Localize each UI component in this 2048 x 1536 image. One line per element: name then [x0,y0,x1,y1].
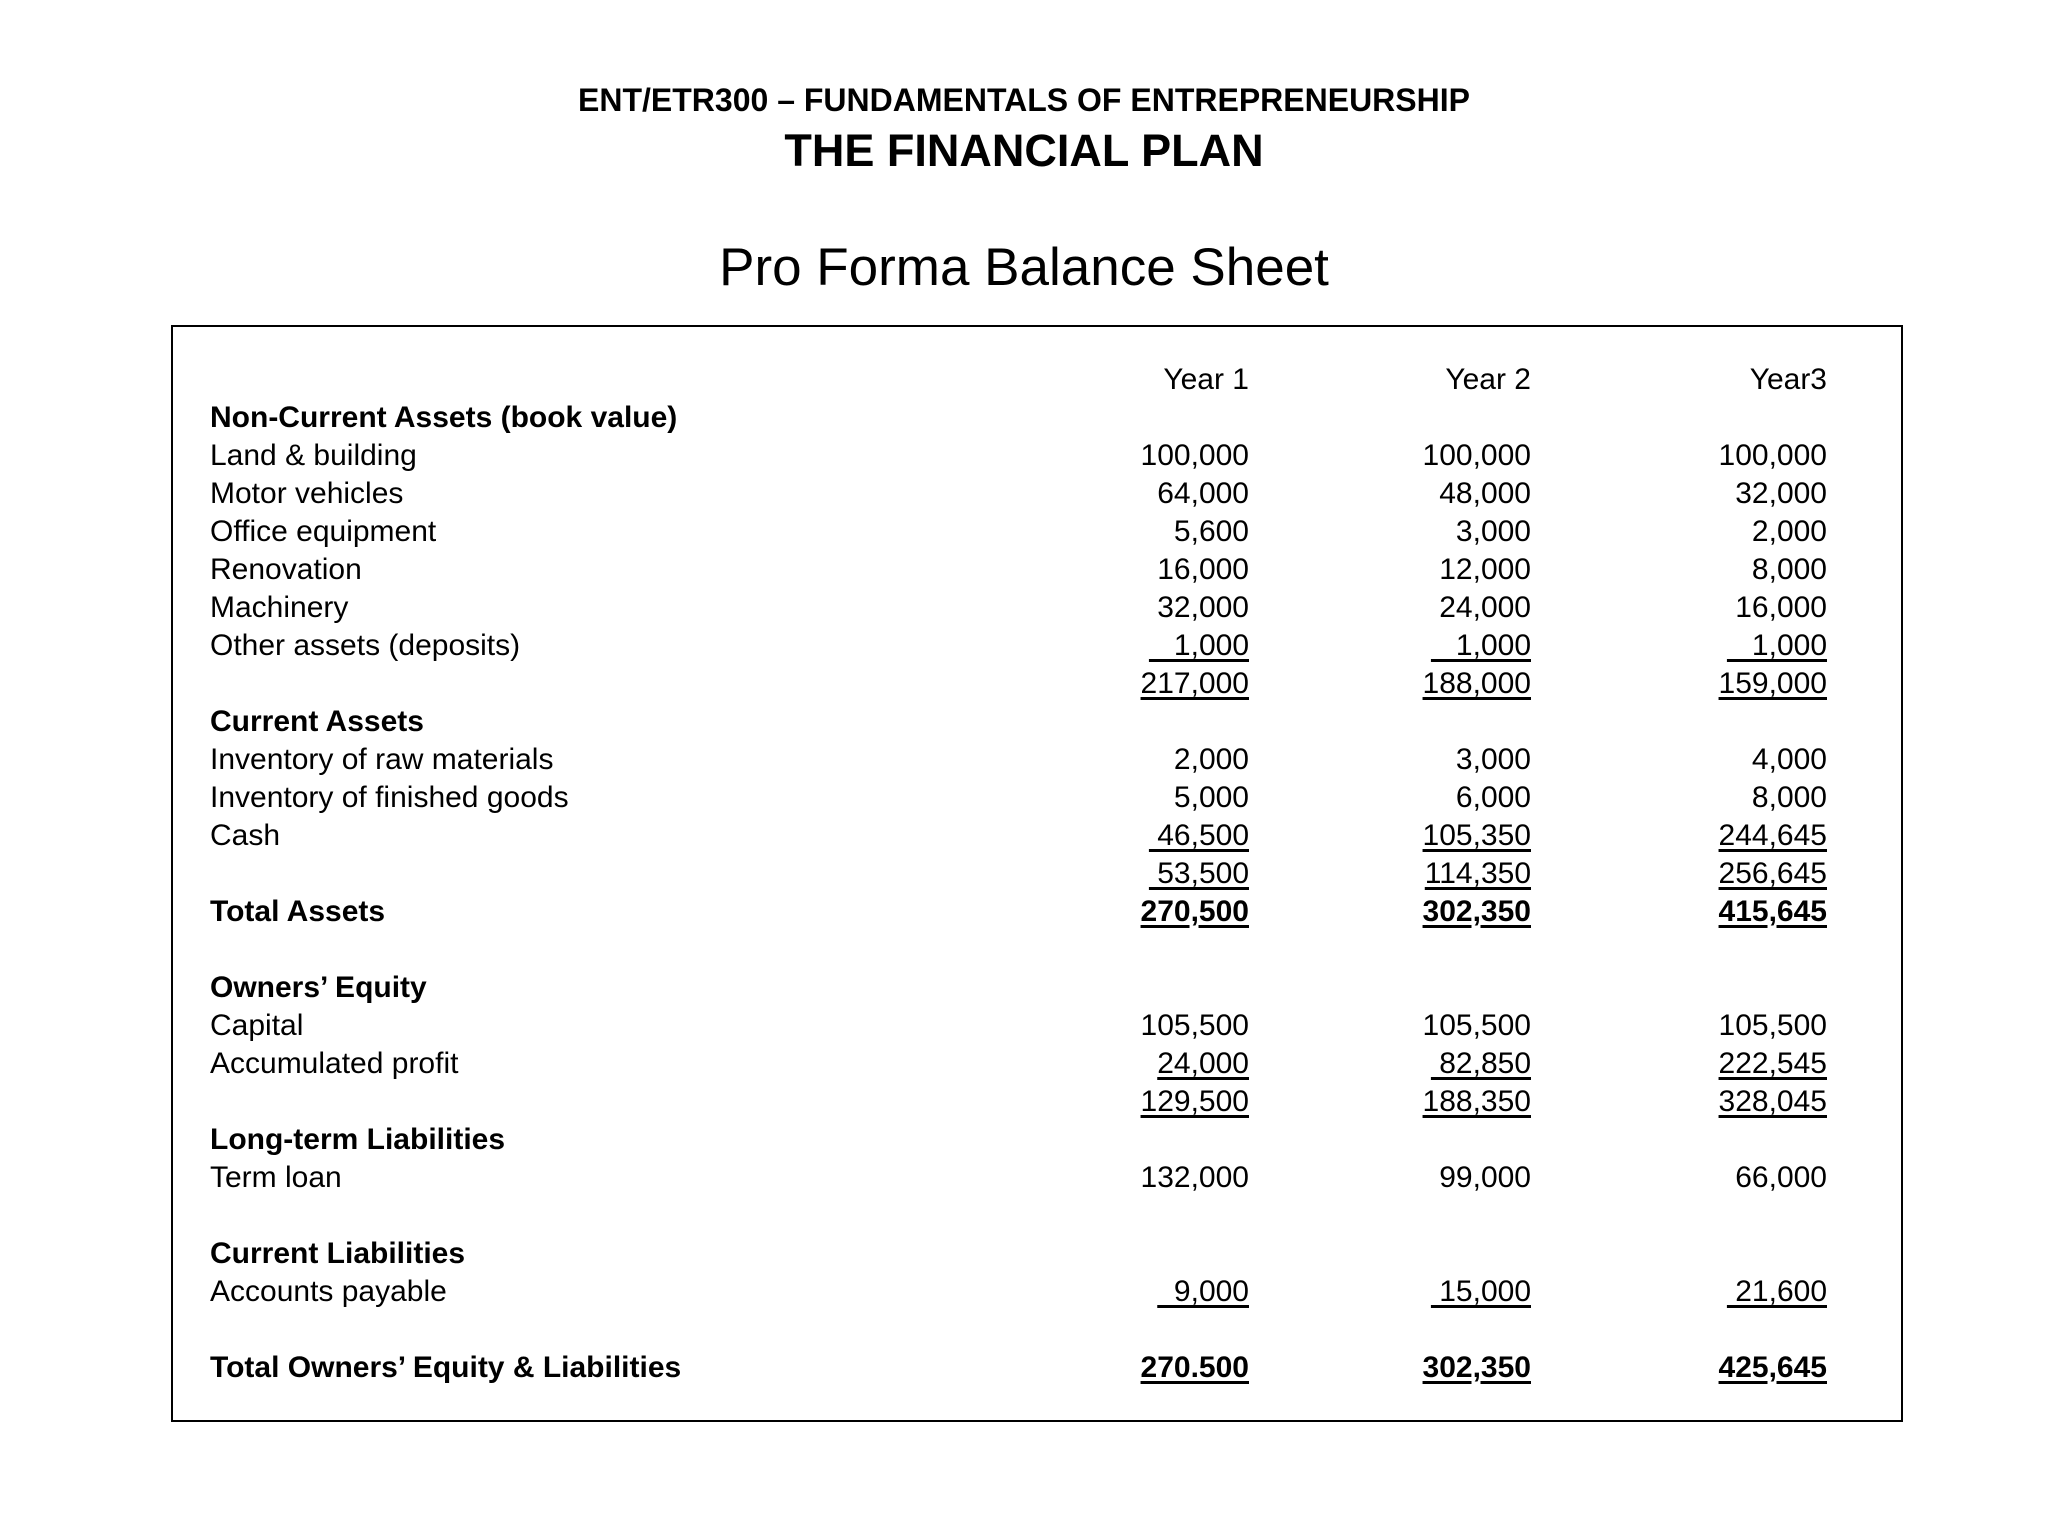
cell-year-1: 9,000 [1157,1275,1249,1308]
row-label: Other assets (deposits) [210,629,521,662]
cell-year-2: 99,000 [1439,1161,1531,1194]
subtotal-row-owners-equity [173,1083,1901,1121]
row-label: Non-Current Assets (book value) [210,401,678,434]
column-header-year-3: Year3 [1749,363,1827,396]
column-header-year-2: Year 2 [1445,363,1531,396]
course-title: ENT/ETR300 – FUNDAMENTALS OF ENTREPRENEURSHIP [578,82,1470,118]
cell-year-3: 244,645 [1718,819,1827,852]
row-label: Inventory of finished goods [210,781,569,814]
row-label: Capital [210,1009,304,1042]
cell-year-1: 1,000 [1148,629,1249,662]
table-row [173,1007,1901,1045]
cell-year-1: 53,500 [1148,857,1249,890]
cell-year-2: 188,000 [1422,667,1531,700]
section-heading-current-assets [173,703,1901,741]
cell-year-3: 159,000 [1718,667,1827,700]
row-label: Total Assets [210,895,386,928]
total-equity-liabilities-row [173,1349,1901,1387]
cell-year-3: 8,000 [1751,781,1827,814]
cell-year-1: 2,000 [1173,743,1249,776]
cell-year-3: 415,645 [1718,895,1827,928]
table-header-row [173,361,1901,399]
row-label: Accumulated profit [210,1047,459,1080]
row-label: Owners’ Equity [210,971,427,1004]
row-label: Machinery [210,591,349,624]
cell-year-3: 66,000 [1735,1161,1827,1194]
cell-year-2: 48,000 [1439,477,1531,510]
cell-year-2: 6,000 [1455,781,1531,814]
section-heading-owners-equity [173,969,1901,1007]
table-row [173,1159,1901,1197]
cell-year-2: 82,850 [1430,1047,1531,1080]
table-row [173,817,1901,855]
section-heading-non-current-assets [173,399,1901,437]
cell-year-3: 8,000 [1751,553,1827,586]
row-label: Current Liabilities [210,1237,466,1270]
row-label: Inventory of raw materials [210,743,554,776]
cell-year-3: 21,600 [1726,1275,1827,1308]
cell-year-2: 105,350 [1422,819,1531,852]
cell-year-2: 105,500 [1422,1009,1531,1042]
cell-year-1: 5,000 [1173,781,1249,814]
row-label: Cash [210,819,281,852]
cell-year-3: 328,045 [1718,1085,1827,1118]
cell-year-3: 222,545 [1718,1047,1827,1080]
cell-year-2: 114,350 [1424,857,1531,890]
row-label: Office equipment [210,515,437,548]
sheet-title: Pro Forma Balance Sheet [719,238,1329,297]
cell-year-3: 16,000 [1735,591,1827,624]
cell-year-2: 24,000 [1439,591,1531,624]
cell-year-1: 5,600 [1173,515,1249,548]
row-label: Renovation [210,553,362,586]
table-row [173,551,1901,589]
table-row [173,627,1901,665]
cell-year-1: 32,000 [1157,591,1249,624]
cell-year-3: 32,000 [1735,477,1827,510]
balance-sheet-table [171,325,1903,1422]
table-row [173,779,1901,817]
subtotal-row-non-current-assets [173,665,1901,703]
table-row [173,589,1901,627]
row-label: Long-term Liabilities [210,1123,506,1156]
cell-year-2: 188,350 [1422,1085,1531,1118]
cell-year-1: 16,000 [1157,553,1249,586]
row-label: Accounts payable [210,1275,447,1308]
cell-year-3: 105,500 [1718,1009,1827,1042]
table-row [173,1045,1901,1083]
cell-year-1: 105,500 [1140,1009,1249,1042]
row-label: Motor vehicles [210,477,404,510]
cell-year-3: 2,000 [1751,515,1827,548]
cell-year-1: 270.500 [1140,1351,1249,1384]
cell-year-2: 1,000 [1430,629,1531,662]
cell-year-2: 3,000 [1455,515,1531,548]
cell-year-3: 256,645 [1718,857,1827,890]
cell-year-3: 425,645 [1718,1351,1827,1384]
cell-year-1: 24,000 [1157,1047,1249,1080]
cell-year-3: 1,000 [1726,629,1827,662]
cell-year-2: 302,350 [1422,1351,1531,1384]
row-label: Land & building [210,439,417,472]
cell-year-3: 100,000 [1718,439,1827,472]
cell-year-2: 3,000 [1455,743,1531,776]
cell-year-2: 15,000 [1430,1275,1531,1308]
section-heading-long-term-liabilities [173,1121,1901,1159]
section-heading-current-liabilities [173,1235,1901,1273]
plan-title: THE FINANCIAL PLAN [784,125,1264,176]
cell-year-1: 100,000 [1140,439,1249,472]
cell-year-1: 64,000 [1157,477,1249,510]
cell-year-2: 12,000 [1439,553,1531,586]
row-label: Total Owners’ Equity & Liabilities [210,1351,682,1384]
table-row [173,437,1901,475]
cell-year-1: 129,500 [1140,1085,1249,1118]
total-assets-row [173,893,1901,931]
cell-year-1: 132,000 [1140,1161,1249,1194]
row-label: Term loan [210,1161,342,1194]
cell-year-2: 302,350 [1422,895,1531,928]
table-row [173,1273,1901,1311]
table-row [173,741,1901,779]
row-label: Current Assets [210,705,424,738]
cell-year-1: 46,500 [1148,819,1249,852]
column-header-year-1: Year 1 [1163,363,1249,396]
table-row [173,513,1901,551]
subtotal-row-current-assets [173,855,1901,893]
table-row [173,475,1901,513]
cell-year-3: 4,000 [1751,743,1827,776]
cell-year-2: 100,000 [1422,439,1531,472]
cell-year-1: 270,500 [1140,895,1249,928]
cell-year-1: 217,000 [1140,667,1249,700]
